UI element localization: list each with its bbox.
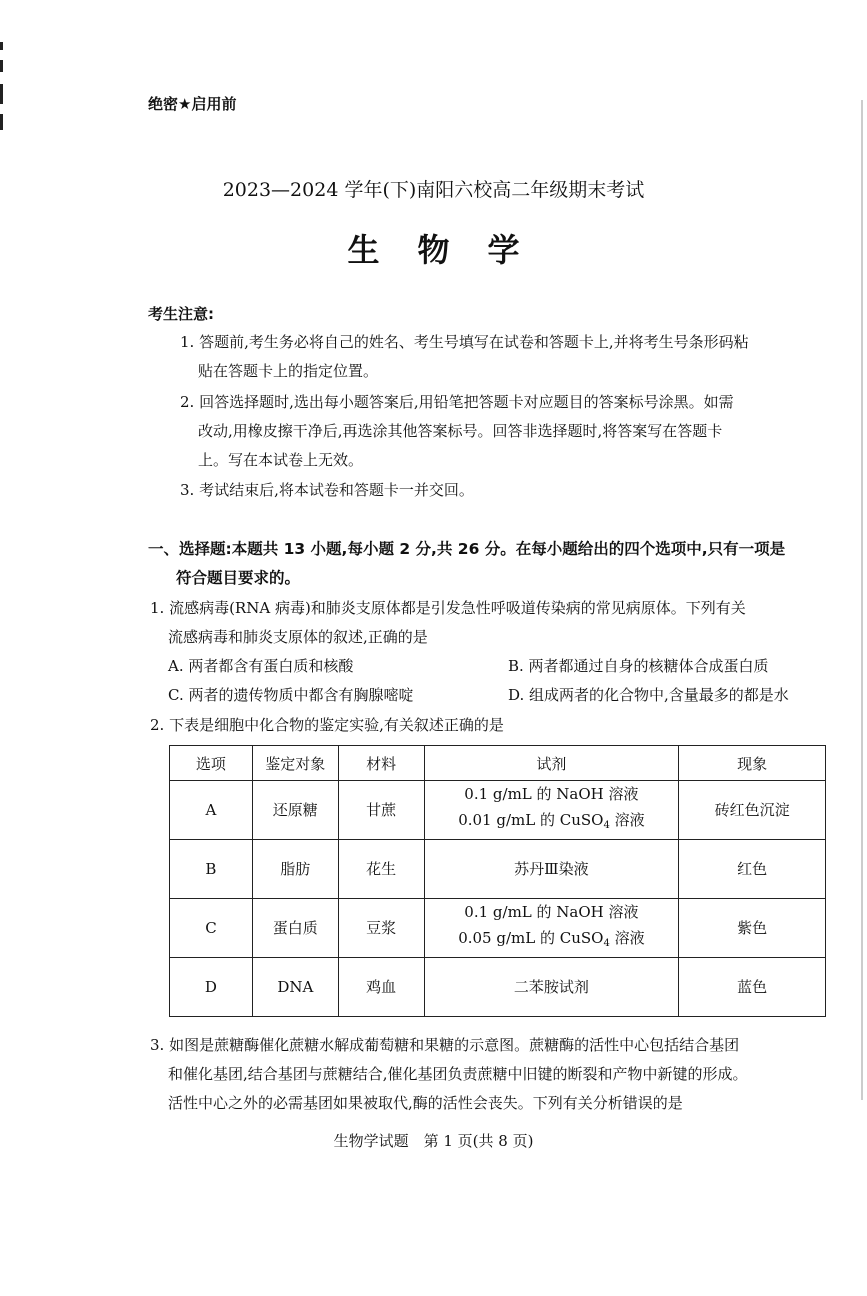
notice-item-3 <box>180 476 830 505</box>
notice-item-1 <box>180 328 830 386</box>
table-cell-option: A <box>170 781 253 840</box>
question-stem: 流感病毒和肺炎支原体的叙述,正确的是 <box>168 628 428 646</box>
table-header-cell: 材料 <box>338 746 424 781</box>
option-c: C. 两者的遗传物质中都含有胸腺嘧啶 <box>168 686 414 704</box>
notice-num: 1. <box>180 333 195 351</box>
confidential-label: 绝密★启用前 <box>148 95 237 113</box>
table-row <box>170 899 826 958</box>
table-cell-material: 豆浆 <box>338 899 424 958</box>
section-line: 一、选择题:本题共 13 小题,每小题 2 分,共 26 分。在每小题给出的四个选项中,只有一项是 <box>148 540 786 558</box>
notice-line: 贴在答题卡上的指定位置。 <box>198 362 379 380</box>
table-cell-target: DNA <box>252 958 338 1017</box>
table-cell-reagent <box>424 899 679 958</box>
notice-line: 改动,用橡皮擦干净后,再选涂其他答案标号。回答非选择题时,将答案写在答题卡 <box>198 422 723 440</box>
question-stem: 3. 如图是蔗糖酶催化蔗糖水解成葡萄糖和果糖的示意图。蔗糖酶的活性中心包括结合基团 <box>150 1036 740 1054</box>
reagent-line: 0.1 g/mL 的 NaOH 溶液 <box>464 785 639 803</box>
reagent-line: 0.01 g/mL 的 CuSO$_4$ 溶液 <box>458 811 645 831</box>
table-cell-target: 脂肪 <box>252 840 338 899</box>
question-stem: 和催化基团,结合基团与蔗糖结合,催化基团负责蔗糖中旧键的断裂和产物中新键的形成。 <box>168 1065 748 1083</box>
table-cell-reagent: 苏丹Ⅲ染液 <box>424 840 679 899</box>
table-header-cell: 鉴定对象 <box>252 746 338 781</box>
table-cell-result: 砖红色沉淀 <box>679 781 826 840</box>
table-row <box>170 781 826 840</box>
option-a: A. 两者都含有蛋白质和核酸 <box>168 657 354 675</box>
table-cell-result: 蓝色 <box>679 958 826 1017</box>
notice-line: 回答选择题时,选出每小题答案后,用铅笔把答题卡对应题目的答案标号涂黑。如需 <box>199 393 734 411</box>
table-cell-reagent <box>424 781 679 840</box>
table-cell-material: 甘蔗 <box>338 781 424 840</box>
table-header-cell: 现象 <box>679 746 826 781</box>
notice-line: 答题前,考生务必将自己的姓名、考生号填写在试卷和答题卡上,并将考生号条形码粘 <box>199 333 749 351</box>
option-d: D. 组成两者的化合物中,含量最多的都是水 <box>508 686 789 704</box>
reagent-line: 0.1 g/mL 的 NaOH 溶液 <box>464 903 639 921</box>
notice-line: 上。写在本试卷上无效。 <box>198 451 364 469</box>
table-header-row <box>170 746 826 781</box>
question-stem: 活性中心之外的必需基团如果被取代,酶的活性会丧失。下列有关分析错误的是 <box>168 1094 683 1112</box>
notice-item-2 <box>180 388 830 475</box>
subject-title: 生物学 <box>347 231 558 269</box>
identification-table <box>169 745 826 1017</box>
question-2-stem: 2. 下表是细胞中化合物的鉴定实验,有关叙述正确的是 <box>150 716 504 734</box>
question-stem: 1. 流感病毒(RNA 病毒)和肺炎支原体都是引发急性呼吸道传染病的常见病原体。下列有关 <box>150 599 746 617</box>
table-cell-result: 紫色 <box>679 899 826 958</box>
table-cell-option: C <box>170 899 253 958</box>
section-line: 符合题目要求的。 <box>176 569 301 587</box>
notice-num: 3. <box>180 481 195 499</box>
table-cell-option: B <box>170 840 253 899</box>
reagent-line: 0.05 g/mL 的 CuSO$_4$ 溶液 <box>458 929 645 949</box>
question-1 <box>150 594 833 710</box>
notice-line: 考试结束后,将本试卷和答题卡一并交回。 <box>199 481 474 499</box>
table-cell-target: 蛋白质 <box>252 899 338 958</box>
table-header-cell: 试剂 <box>424 746 679 781</box>
option-b: B. 两者都通过自身的核糖体合成蛋白质 <box>508 657 769 675</box>
table-header-cell: 选项 <box>170 746 253 781</box>
table-cell-result: 红色 <box>679 840 826 899</box>
table-row <box>170 840 826 899</box>
section-heading <box>148 535 833 593</box>
page-footer: 生物学试题 第 1 页(共 8 页) <box>333 1132 534 1150</box>
table-cell-target: 还原糖 <box>252 781 338 840</box>
binding-edge-marks <box>0 42 4 142</box>
table-cell-material: 花生 <box>338 840 424 899</box>
table-row <box>170 958 826 1017</box>
table-cell-reagent: 二苯胺试剂 <box>424 958 679 1017</box>
table-cell-material: 鸡血 <box>338 958 424 1017</box>
notice-heading: 考生注意: <box>148 305 214 323</box>
question-3 <box>150 1031 833 1118</box>
exam-title: 2023—2024 学年(下)南阳六校高二年级期末考试 <box>222 179 645 201</box>
table-cell-option: D <box>170 958 253 1017</box>
notice-num: 2. <box>180 393 195 411</box>
